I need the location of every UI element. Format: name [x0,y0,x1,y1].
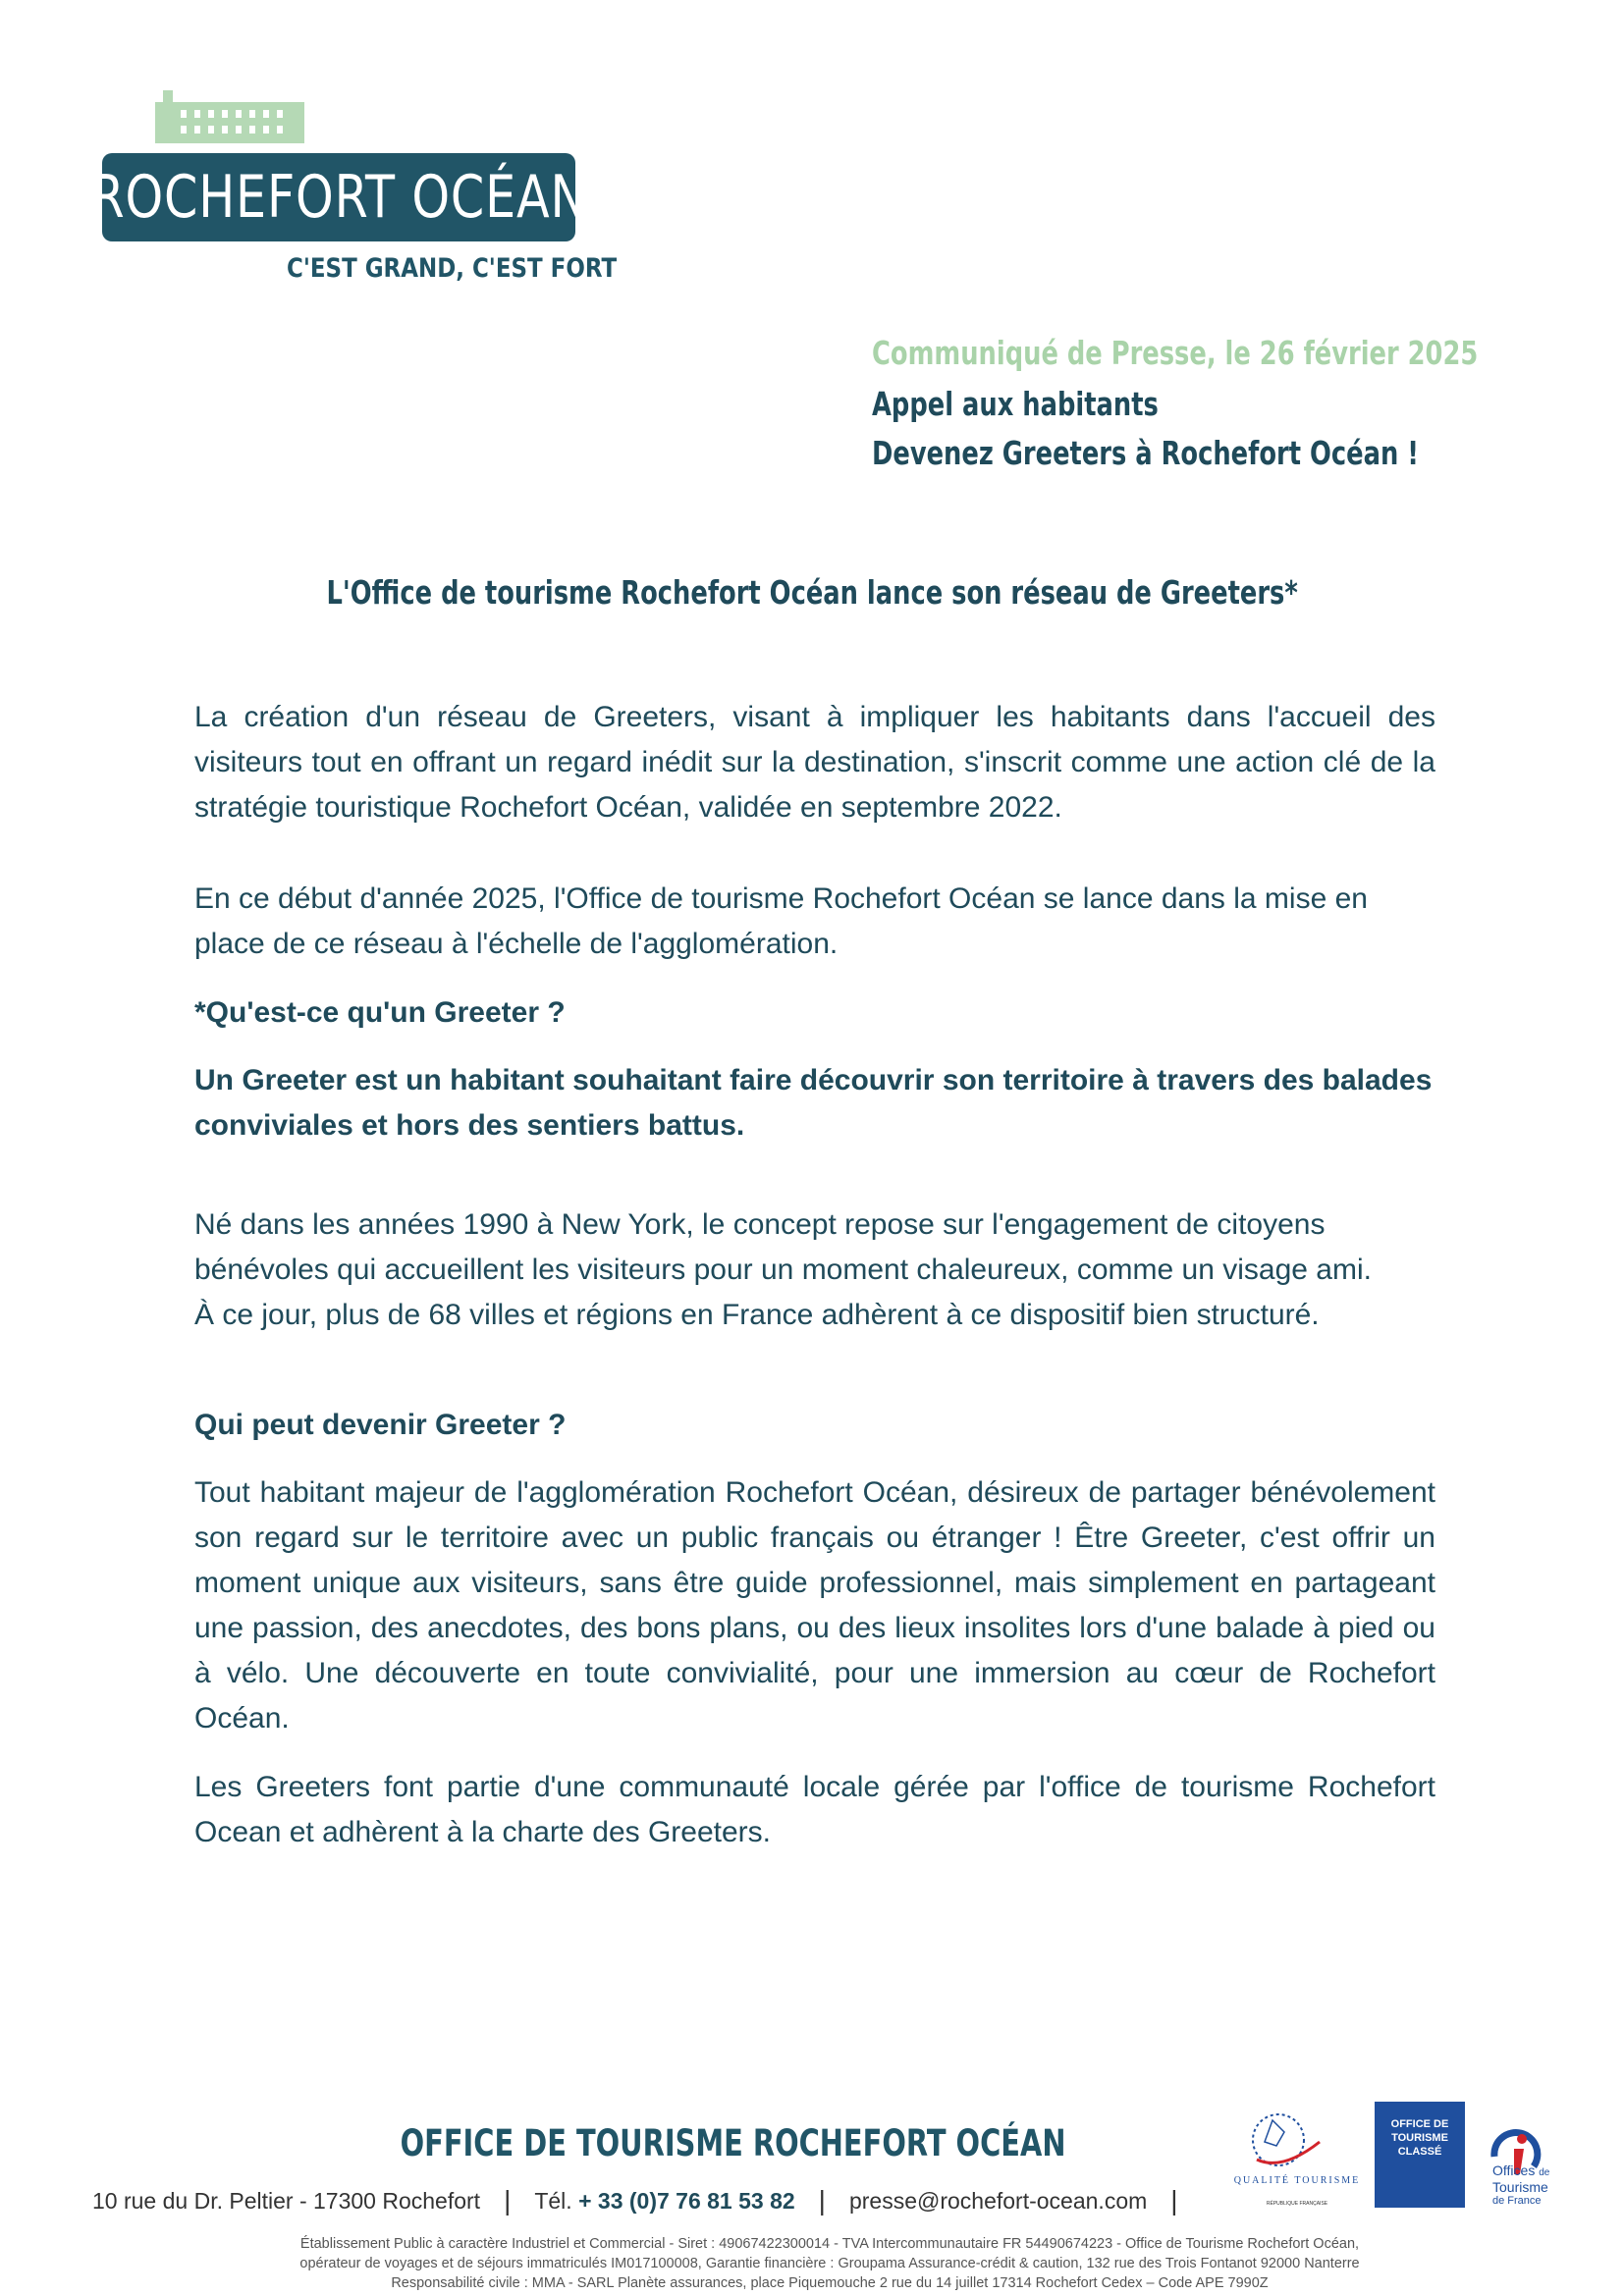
office-tourisme-classe-badge [1375,2102,1465,2208]
separator: | [1170,2185,1178,2216]
press-release-date: Communiqué de Presse, le 26 février 2025 [872,334,1479,372]
footer-address: 10 rue du Dr. Peltier - 17300 Rochefort [92,2187,481,2214]
separator: | [504,2185,512,2216]
footer-tel-label: Tél. [534,2187,572,2214]
legal-line-3: Responsabilité civile : MMA - SARL Planète assurances, place Piquemouche 2 rue du 14 juillet 17314 Rochefort Cedex – Code APE 7990Z [391,2275,1269,2291]
otf-label-3: Tourisme [1492,2179,1548,2195]
classe-label: OFFICE DE TOURISME CLASSÉ [1390,2118,1449,2158]
footer-title-text: OFFICE DE TOURISME ROCHEFORT OCÉAN [401,2122,1066,2164]
otf-label-4: de France [1492,2195,1542,2207]
otf-label [1492,2163,1549,2208]
footer-email[interactable]: presse@rochefort-ocean.com [848,2187,1148,2214]
document-title-text: L'Office de tourisme Rochefort Océan lance son réseau de Greeters* [326,573,1298,612]
paragraph-1: La création d'un réseau de Greeters, visant à impliquer les habitants dans l'accueil des visiteurs tout en offrant un regard inédit sur la destination, s'inscrit comme une action clé de la stratégie touristique Rochefort Océan, validée en septembre 2022. [194,701,1435,824]
legal-line-2: opérateur de voyages et de séjours immatriculés IM017100008, Garantie financière : Groupama Assurance-crédit & caution, 132 rue des Trois Fontanot 92000 Nanterre [299,2256,1360,2271]
paragraph-5: Tout habitant majeur de l'agglomération Rochefort Océan, désireux de partager bénévolement son regard sur le territoire avec un public français ou étranger ! Être Greeter, c'est offrir un moment unique aux visiteurs, sans être guide professionnel, mais simplement en partageant une passion, des anecdotes, des bons plans, ou des lieux insolites lors d'une balade à pied ou à vélo. Une découverte en toute convivialité, pour une immersion au cœur de Rochefort Océan. [194,1476,1435,1735]
legal-line-1: Établissement Public à caractère Industriel et Commercial - Siret : 49067422300014 - TVA Intercommunautaire FR 54490674223 - Office de Tourisme Rochefort Océan, [299,2236,1360,2252]
heading-who-can-become: Qui peut devenir Greeter ? [194,1409,567,1441]
logo-tagline: C'EST GRAND, C'EST FORT [287,253,618,284]
footer-contact [92,2185,1202,2216]
qualite-tourisme-badge-icon [1233,2103,1361,2211]
qualite-sub-label: RÉPUBLIQUE FRANÇAISE [1266,2201,1328,2207]
otf-label-2: de [1539,2167,1550,2178]
otf-label-1: Offices [1492,2163,1536,2178]
logo-building-icon [155,90,304,143]
header-line-1: Appel aux habitants [872,385,1159,423]
paragraph-3: Un Greeter est un habitant souhaitant faire découvrir son territoire à travers des balades conviviales et hors des sentiers battus. [194,1064,1433,1142]
header-line-2: Devenez Greeters à Rochefort Océan ! [872,434,1419,472]
footer-tel-number[interactable]: + 33 (0)7 76 81 53 82 [578,2187,795,2214]
logo [90,153,587,241]
footer-legal [226,2234,1434,2293]
separator: | [818,2185,826,2216]
heading-what-is-greeter: *Qu'est-ce qu'un Greeter ? [194,996,566,1029]
paragraph-4: Né dans les années 1990 à New York, le concept repose sur l'engagement de citoyens bénévoles qui accueillent les visiteurs pour un moment chaleureux, comme un visage ami. À ce jour, plus de 68 villes et régions en France adhèrent à ce dispositif bien structuré. [194,1208,1372,1331]
qualite-label: QUALITÉ TOURISME [1233,2175,1361,2186]
paragraph-2: En ce début d'année 2025, l'Office de tourisme Rochefort Océan se lance dans la mise en place de ce réseau à l'échelle de l'agglomération. [194,882,1368,960]
paragraph-6: Les Greeters font partie d'une communauté locale gérée par l'office de tourisme Rochefort Ocean et adhèrent à la charte des Greeters. [194,1771,1435,1848]
document-title [0,573,1624,612]
logo-name: ROCHEFORT OCÉAN [90,163,587,232]
